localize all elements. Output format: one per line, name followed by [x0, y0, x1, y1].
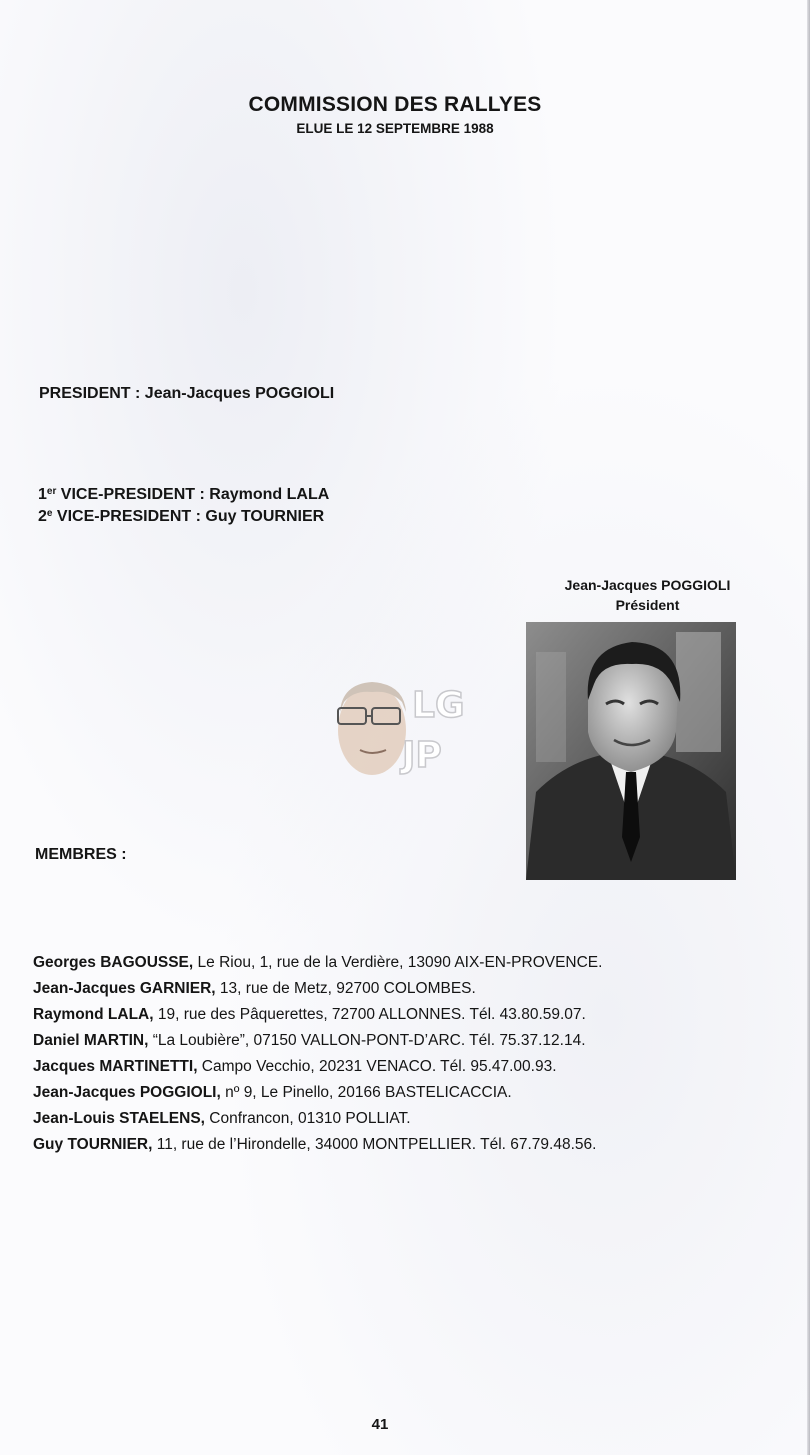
watermark-jp: JP — [402, 735, 442, 776]
photo-caption-name: Jean-Jacques POGGIOLI — [564, 577, 731, 593]
member-entry — [33, 1110, 411, 1128]
member-details: 13, rue de Metz, 92700 COLOMBES. — [215, 980, 476, 997]
member-entry — [33, 1006, 586, 1024]
member-name: Jacques MARTINETTI, — [33, 1058, 198, 1075]
vp1-text: VICE-PRESIDENT : Raymond LALA — [56, 486, 330, 503]
members-heading: MEMBRES : — [35, 846, 127, 863]
president-portrait-photo — [526, 622, 736, 880]
photo-caption-role: Président — [615, 597, 680, 613]
member-details: 11, rue de l’Hirondelle, 34000 MONTPELLIER. Tél. 67.79.48.56. — [152, 1136, 597, 1153]
member-details: “La Loubière”, 07150 VALLON-PONT-D’ARC. Tél. 75.37.12.14. — [148, 1032, 586, 1049]
member-name: Georges BAGOUSSE, — [33, 954, 194, 971]
page-number: 41 — [371, 1416, 389, 1433]
page-title: COMMISSION DES RALLYES — [248, 93, 542, 116]
member-name: Jean-Louis STAELENS, — [33, 1110, 205, 1127]
watermark-lg: LG — [412, 685, 465, 726]
second-vice-president-line — [38, 508, 324, 526]
watermark-logo — [332, 672, 482, 782]
member-name: Raymond LALA, — [33, 1006, 154, 1023]
vp1-ordinal: 1 — [38, 486, 47, 503]
member-details: 19, rue des Pâquerettes, 72700 ALLONNES. Tél. 43.80.59.07. — [153, 1006, 586, 1023]
first-vice-president-line — [38, 486, 329, 504]
president-line: PRESIDENT : Jean-Jacques POGGIOLI — [39, 385, 335, 402]
page-subtitle: ELUE LE 12 SEPTEMBRE 1988 — [296, 121, 494, 136]
member-details: Confrancon, 01310 POLLIAT. — [204, 1110, 411, 1127]
vp2-text: VICE-PRESIDENT : Guy TOURNIER — [52, 508, 325, 525]
member-name: Jean-Jacques GARNIER, — [33, 980, 216, 997]
photo-caption — [540, 575, 755, 615]
member-entry — [33, 1136, 596, 1154]
member-entry — [33, 1032, 586, 1050]
member-entry — [33, 1084, 512, 1102]
member-details: Campo Vecchio, 20231 VENACO. Tél. 95.47.00.93. — [197, 1058, 557, 1075]
member-entry — [33, 954, 602, 972]
member-entry — [33, 980, 476, 998]
vp1-ordinal-suffix: er — [46, 486, 57, 497]
member-details: Le Riou, 1, rue de la Verdière, 13090 AIX-EN-PROVENCE. — [193, 954, 603, 971]
member-name: Daniel MARTIN, — [33, 1032, 149, 1049]
member-name: Jean-Jacques POGGIOLI, — [33, 1084, 221, 1101]
vp2-ordinal: 2 — [38, 508, 47, 525]
member-entry — [33, 1058, 557, 1076]
member-details: nº 9, Le Pinello, 20166 BASTELICACCIA. — [220, 1084, 512, 1101]
vp2-ordinal-suffix: e — [46, 508, 53, 519]
member-name: Guy TOURNIER, — [33, 1136, 153, 1153]
